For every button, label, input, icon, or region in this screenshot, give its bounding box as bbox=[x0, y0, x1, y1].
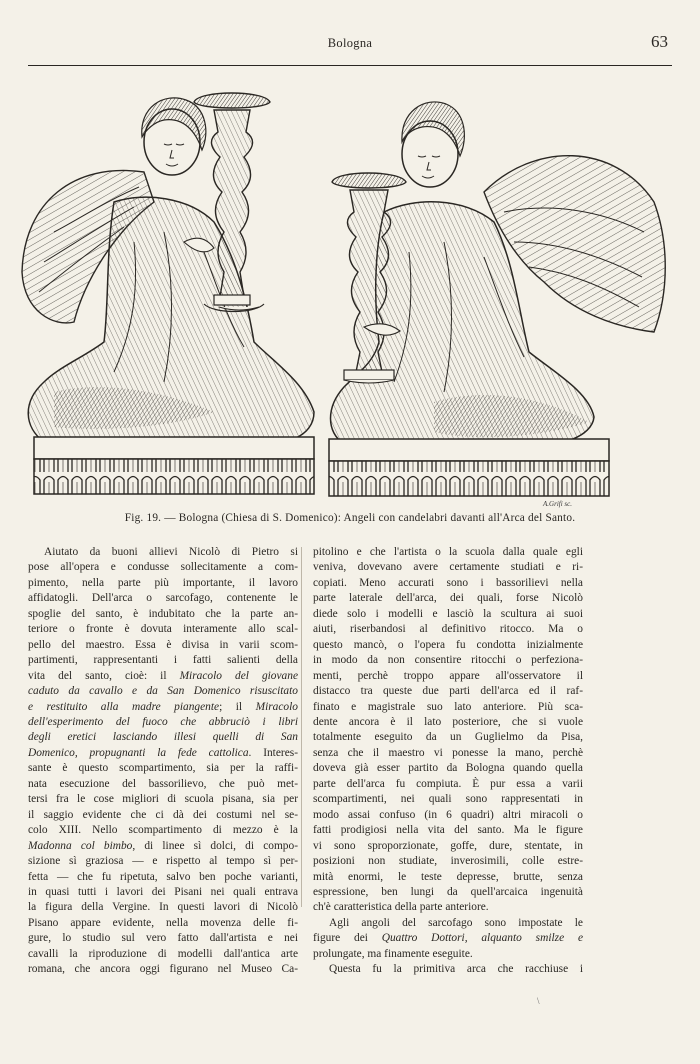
text-line: dell'esperimento del fuoco che abbruciò i libri bbox=[28, 715, 298, 728]
left-angel-sculpture bbox=[22, 93, 314, 494]
text-line: senza che il maestro vi ponesse la mano, perchè bbox=[313, 746, 583, 759]
text-line: Agli angoli del sarcofago sono impostate le bbox=[329, 916, 583, 929]
text-line: espressione, ben lungi da quell'arcaica ingenuità bbox=[313, 885, 583, 898]
engraver-signature: A.Grifi sc. bbox=[543, 500, 572, 508]
text-line: aiuti, riserbandosi al definitivo ritocco. Ma o bbox=[313, 623, 583, 636]
text-line: Questa fu la primitiva arca che racchiuse i bbox=[329, 963, 583, 976]
text-line: e restituito alla madre piangente; il Miracolo bbox=[28, 700, 298, 713]
text-line: distacco tra queste due parti dell'arca ed il raf- bbox=[313, 685, 583, 698]
text-line: scompartimenti, nei quali sono rappresentati in bbox=[313, 793, 583, 806]
text-line: menti, perchè troppo appare all'osservatore il bbox=[313, 669, 583, 682]
text-line: ch'è caratteristica della parte anteriore. bbox=[313, 901, 489, 914]
text-line: finato e magistrale suo lato anteriore. Più sca- bbox=[313, 700, 583, 713]
text-line: la figura della Vergine. In questi lavori di Nicolò bbox=[28, 901, 298, 914]
text-line: nata esecuzione del bassorilievo, che può met- bbox=[28, 777, 298, 790]
header-rule bbox=[28, 65, 672, 66]
left-text-column bbox=[28, 545, 298, 978]
text-line: vi sono sproporzionate, goffe, dure, stentate, in bbox=[313, 839, 583, 852]
right-angel-sculpture bbox=[329, 102, 665, 508]
text-line: parte laterale dell'arca, dei quali, forse Nicolò bbox=[313, 592, 583, 605]
text-line: pose all'opera e condusse sollecitamente a com- bbox=[28, 561, 298, 574]
text-line: Aiutato da buoni allievi Nicolò di Pietro si bbox=[44, 546, 298, 558]
text-line: parte dell'arca fu compiuta. È pur essa a varii bbox=[313, 777, 583, 790]
engraving-figure bbox=[14, 82, 686, 508]
text-line: questo mancò, o l'opera fu condotta inizialmente bbox=[313, 638, 583, 651]
text-line: sizione sì graziosa — e rispetto al tempo sì per- bbox=[28, 855, 298, 868]
text-line: in modo da non consentire ritocchi o perfeziona- bbox=[313, 654, 583, 667]
figure-caption bbox=[28, 512, 672, 524]
stray-mark: \ bbox=[537, 996, 540, 1006]
running-title: Bologna bbox=[327, 36, 373, 50]
text-line: Madonna col bimbo, di linee sì dolci, di compo- bbox=[28, 839, 298, 852]
text-line: Domenico, propugnanti la fede cattolica. Interes- bbox=[28, 746, 298, 759]
text-line: caduto da cavallo e da San Domenico risuscitato bbox=[28, 685, 298, 698]
text-line: posizioni non studiate, inverosimili, colle estre- bbox=[313, 855, 583, 868]
text-line: teriore o fronte è dovuta interamente allo scal- bbox=[28, 623, 298, 636]
text-line: romana, che ancora oggi figurano nel Museo Ca- bbox=[28, 963, 298, 976]
column-divider bbox=[301, 547, 302, 907]
text-line: pimento, nella parte più importante, il lavoro bbox=[28, 576, 298, 589]
figure-caption-text: — Bologna (Chiesa di S. Domenico): Angeli con candelabri davanti all'Arca del Santo. bbox=[164, 512, 576, 524]
text-line: in quasi tutti i lavori dei Pisani nei quali entrava bbox=[28, 885, 298, 898]
text-line: dente ancora è il lato posteriore, che si vuole bbox=[313, 715, 583, 728]
page-header bbox=[28, 30, 672, 60]
text-line: Pisano appare evidente, nella movenza delle fi- bbox=[28, 916, 298, 929]
text-line: vita del santo, cioè: il Miracolo del giovane bbox=[28, 669, 299, 682]
text-line: veniva, dovevano avere certamente studiati e ri- bbox=[313, 561, 583, 574]
text-line: colo XIII. Nello scompartimento di mezzo è la bbox=[28, 824, 298, 837]
text-line: fetta — che fu ripetuta, salvo ben poche varianti, bbox=[28, 870, 298, 883]
angels-engraving bbox=[14, 82, 686, 508]
text-line: affidatogli. Dell'arca o sarcofago, contenente le bbox=[28, 592, 298, 605]
text-line: copiati. Meno accurati sono i bassorilievi nella bbox=[313, 576, 583, 589]
text-line: totalmente eseguito da un Guglielmo da Pisa, bbox=[313, 731, 583, 744]
text-line: doveva già esser partito da Bologna quando quella bbox=[313, 762, 583, 775]
text-line: pello del maestro. Essa è divisa in varii scom- bbox=[28, 638, 298, 651]
text-line: mità enormi, le teste depresse, brutte, senza bbox=[313, 870, 583, 883]
text-line: modo assai confuso (in 6 quadri) altri miracoli o bbox=[313, 808, 583, 821]
right-text-column bbox=[313, 545, 583, 978]
text-line: diede solo i modelli e lasciò la scultura ai suoi bbox=[313, 607, 583, 620]
page-number: 63 bbox=[651, 32, 668, 51]
text-line: pitolino e che l'artista o la scuola dalla quale egli bbox=[313, 546, 583, 558]
text-line: fatti prodigiosi nella vita del santo. Ma le figure bbox=[313, 824, 583, 837]
text-line: sante è questo scompartimento, sia per la raffi- bbox=[28, 762, 298, 775]
text-line: degli eretici lasciando illesi quelli di San bbox=[28, 731, 298, 744]
text-line: gure, lo studio sul vero fatto dall'artista e nei bbox=[28, 932, 298, 945]
text-line: figure dei Quattro Dottori, alquanto smilze e bbox=[313, 932, 583, 945]
text-line: cavalli la riproduzione di modelli dall'antica arte bbox=[28, 947, 298, 960]
figure-number: Fig. 19. bbox=[124, 512, 162, 524]
text-line: spoglie del santo, è indubitato che la parte an- bbox=[28, 607, 298, 620]
text-line: tersi fra le cose migliori di scuola pisana, sia per bbox=[28, 793, 298, 806]
text-line: prolungate, ma finamente eseguite. bbox=[313, 947, 473, 960]
text-line: il saggio evidente che ci dà dei costumi nel se- bbox=[28, 808, 298, 821]
text-line: partimenti, rappresentanti i fatti salienti della bbox=[28, 654, 298, 667]
